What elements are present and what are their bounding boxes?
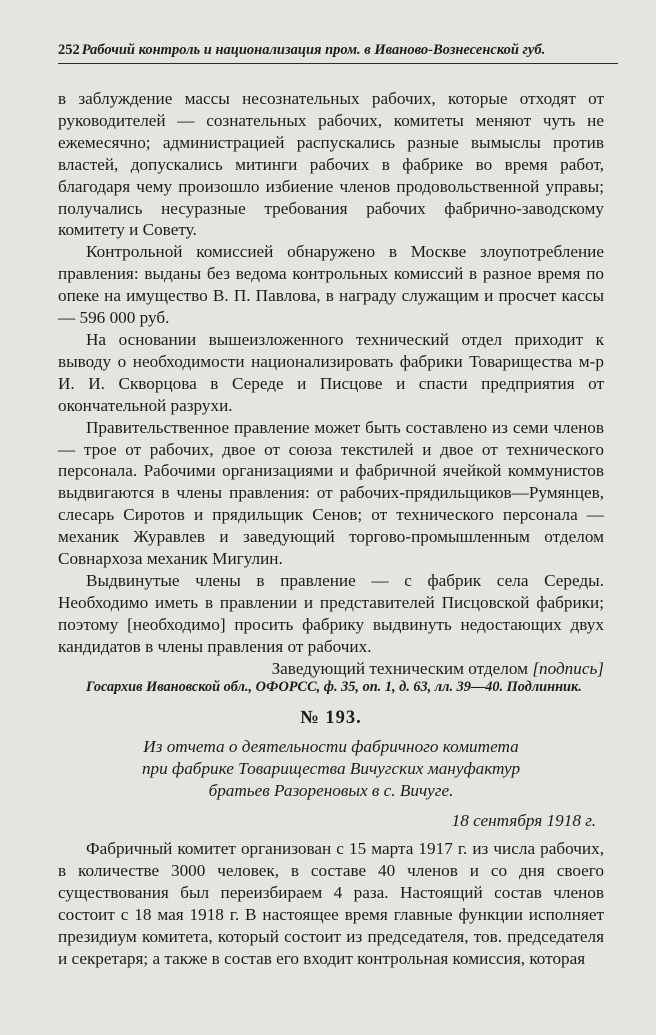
document-title-line: Из отчета о деятельности фабричного комитета [143,737,519,757]
archive-source-note: Госархив Ивановской обл., ОФОРСС, ф. 35, оп. 1, д. 63, лл. 39—40. Подлинник. [86,679,582,696]
document-title [58,736,604,802]
signature-line [58,658,604,680]
signature-mark: [подпись] [532,658,604,678]
paragraph: Выдвинутые члены в правление — с фабрик села Середы. Необходимо иметь в правлении и представителей Писцовской фабрики; поэтому [необходимо] просить фабрику выдвинуть недостающих двух кандидатов в члены правления от рабочих. [58,570,604,656]
document-date: 18 сентября 1918 г. [451,811,596,831]
document-title-line: при фабрике Товарищества Вичугских мануфактур [141,759,521,779]
paragraph: Фабричный комитет организован с 15 марта 1917 г. из числа рабочих, в количестве 3000 человек, в составе 40 членов и со дня своего существования был переизбираем 4 раза. Настоящий состав членов состоит с 18 мая 1918 г. В настоящее время главные функции исполняет президиум комитета, который состоит из председателя, тов. председателя и секретаря; а также в состав его входит контрольная комиссия, которая [58,839,604,968]
document-title-line: братьев Разореновых в с. Вичуге. [208,781,454,801]
paragraph: На основании вышеизложенного технический отдел приходит к выводу о необходимости национализировать фабрики Товарищества м-р И. И. Скворцова в Середе и Писцове и спасти предприятия от окончательной разрухи. [58,329,604,415]
page-body [58,88,604,970]
paragraph: Контрольной комиссией обнаружено в Москве злоупотребление правления: выданы без ведома контрольных комиссий в разное время по опеке на имущество В. П. Павлова, в награду служащим и просчет кассы — 596 000 руб. [58,242,604,328]
page-number: 252 [58,42,80,58]
paragraph: в заблуждение массы несознательных рабочих, которые отходят от руководителей — сознательных рабочих, комитеты меняют чуть не ежемесячно; администрацией распускались разные вымыслы против властей, допускались митинги рабочих в фабрике во время работ, благодаря чему произошло избиение членов продовольственной управы; получались несуразные требования рабочих фабрично-заводскому комитету и Совету. [58,89,604,240]
signature-text: Заведующий техническим отделом [271,658,529,678]
document-number: № 193. [300,708,362,729]
running-title: Рабочий контроль и национализация пром. в Иваново-Вознесенской губ. [81,42,546,58]
running-header [58,42,618,64]
paragraph: Правительственное правление может быть составлено из семи членов — трое от рабочих, двое от союза текстилей и двое от технического персонала. Рабочими организациями и фабричной ячейкой коммунистов выдвигаются в члены правления: от рабочих-прядильщиков—Румянцев, слесарь Сиротов и прядильщик Сенов; от технического персонала — механик Журавлев и заведующий торгово-промышленным отделом Совнархоза механик Мигулин. [58,417,604,569]
